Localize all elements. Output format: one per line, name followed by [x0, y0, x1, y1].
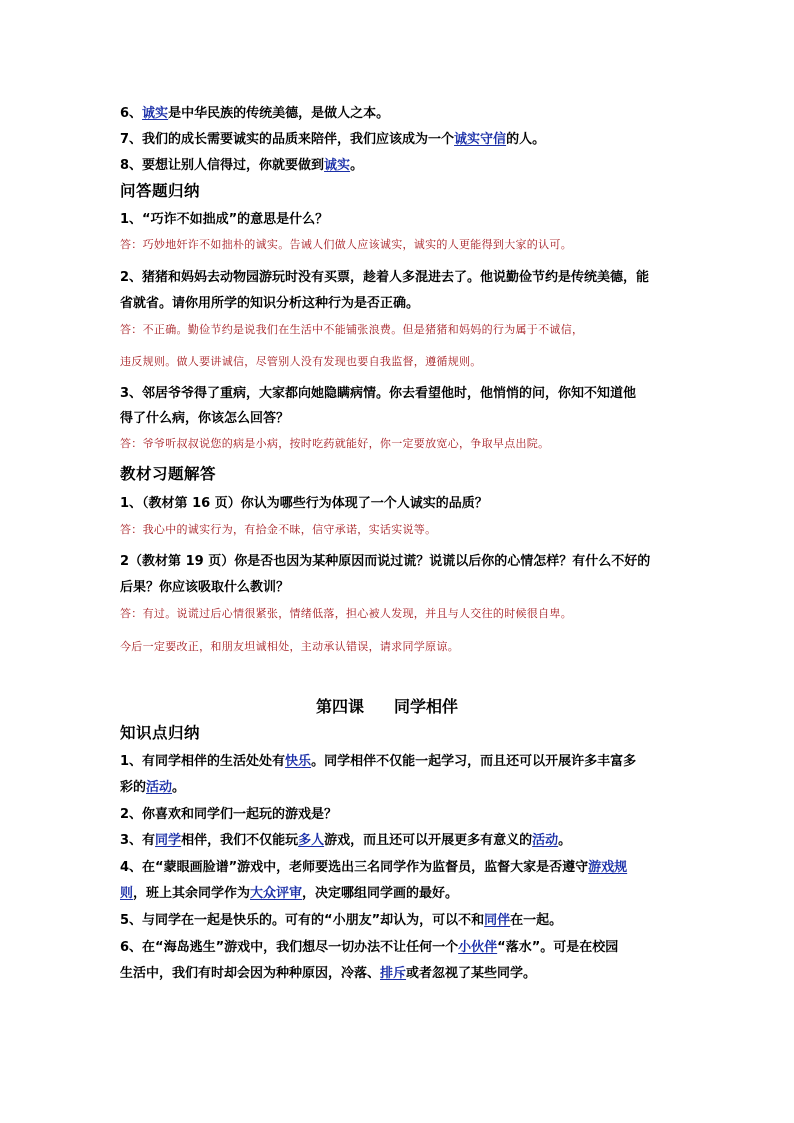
lesson-point-4 — [120, 860, 627, 876]
point-text: 游戏，而且还可以开展更多有意义的 — [324, 833, 533, 848]
point-text: 是中华民族的传统美德，是做人之本。 — [168, 106, 390, 121]
question-3-line-1: 3、邻居爷爷得了重病，大家都向她隐瞒病情。你去看望他时，他悄悄的问，你知不知道他 — [120, 386, 637, 401]
question-2-line-2: 省就省。请你用所学的知识分析这种行为是否正确。 — [120, 296, 420, 311]
textbook-question-2-line-2: 后果？你应该吸取什么教训？ — [120, 580, 290, 595]
point-text: 3、有 — [120, 833, 156, 848]
point-text: 。 — [558, 833, 572, 848]
point-text: ，决定哪组同学画的最好。 — [302, 886, 459, 901]
point-text: 4、在“蒙眼画脸谱”游戏中，老师要选出三名同学作为监督员，监督大家是否遵守 — [120, 860, 589, 875]
question-2-line-1: 2、猪猪和妈妈去动物园游玩时没有买票，趁着人多混进去了。他说勤俭节约是传统美德，能 — [120, 270, 650, 285]
lesson-point-6-cont — [120, 966, 536, 982]
keyword: 快乐 — [285, 754, 312, 769]
point-7 — [120, 132, 545, 148]
point-text: 。 — [350, 158, 364, 173]
point-text: 5、与同学在一起是快乐的。可有的“小朋友”却认为，可以不和 — [120, 913, 485, 928]
textbook-answer-2-line-1: 答：有过。说谎过后心情很紧张，情绪低落，担心被人发现，并且与人交往的时候很自卑。 — [120, 607, 572, 620]
keyword: 诚实 — [142, 106, 169, 121]
point-6 — [120, 106, 389, 122]
lesson-title — [316, 697, 458, 717]
point-text: 1、有同学相伴的生活处处有 — [120, 754, 286, 769]
textbook-heading: 教材习题解答 — [120, 465, 217, 483]
point-text: 或者忽视了某些同学。 — [406, 966, 537, 981]
keyword: 诚实 — [324, 158, 351, 173]
keyword: 同伴 — [484, 913, 511, 928]
keyword: 同学 — [155, 833, 182, 848]
lesson-point-4-cont — [120, 886, 458, 902]
keyword: 小伙伴 — [458, 940, 498, 955]
textbook-question-2-line-1: 2（教材第 19 页）你是否也因为某种原因而说过谎？说谎以后你的心情怎样？有什么不好的 — [120, 554, 651, 569]
point-text: 6、在“海岛逃生”游戏中，我们想尽一切办法不让任何一个 — [120, 940, 459, 955]
answer-2-line-1: 答：不正确。勤俭节约是说我们在生活中不能铺张浪费。但是猪猪和妈妈的行为属于不诚信， — [120, 323, 584, 336]
point-text: 相伴，我们不仅能玩 — [181, 833, 299, 848]
textbook-answer-2-line-2: 今后一定要改正，和朋友坦诚相处，主动承认错误，请求同学原谅。 — [120, 640, 459, 653]
lesson-number: 第四课 — [316, 697, 365, 716]
point-text: ，班上其余同学作为 — [133, 886, 251, 901]
keyword: 活动 — [146, 780, 173, 795]
knowledge-heading: 知识点归纳 — [120, 724, 201, 742]
point-text: 8、要想让别人信得过，你就要做到 — [120, 158, 325, 173]
textbook-question-1: 1、（教材第 16 页）你认为哪些行为体现了一个人诚实的品质？ — [120, 496, 488, 511]
lesson-name: 同学相伴 — [394, 697, 459, 716]
keyword: 游戏规 — [588, 860, 628, 875]
question-1: 1、“巧诈不如拙成”的意思是什么？ — [120, 212, 329, 227]
keyword: 大众评审 — [250, 886, 303, 901]
point-text: 生活中，我们有时却会因为种种原因，冷落、 — [120, 966, 381, 981]
keyword: 诚实守信 — [454, 132, 507, 147]
point-text: 。 — [172, 780, 186, 795]
point-8 — [120, 158, 363, 174]
point-text: 在一起。 — [510, 913, 563, 928]
answer-2-line-2: 违反规则。做人要讲诚信，尽管别人没有发现也要自我监督，遵循规则。 — [120, 355, 482, 368]
lesson-point-2: 2、你喜欢和同学们一起玩的游戏是？ — [120, 807, 338, 822]
keyword: 则 — [120, 886, 134, 901]
point-text: 7、我们的成长需要诚实的品质来陪伴，我们应该成为一个 — [120, 132, 455, 147]
keyword: 多人 — [298, 833, 325, 848]
answer-1: 答：巧妙地奸诈不如拙朴的诚实。告诫人们做人应该诚实，诚实的人更能得到大家的认可。 — [120, 238, 572, 251]
lesson-point-6 — [120, 940, 618, 956]
lesson-point-5 — [120, 913, 562, 929]
keyword: 排斥 — [380, 966, 407, 981]
point-text: 6、 — [120, 106, 143, 121]
lesson-point-1 — [120, 754, 636, 770]
qa-heading: 问答题归纳 — [120, 182, 201, 200]
question-3-line-2: 得了什么病，你该怎么回答？ — [120, 411, 290, 426]
point-text: 彩的 — [120, 780, 147, 795]
point-text: 。同学相伴不仅能一起学习，而且还可以开展许多丰富多 — [311, 754, 637, 769]
point-text: “落水”。可是在校园 — [497, 940, 619, 955]
lesson-point-1-cont — [120, 780, 185, 796]
textbook-answer-1: 答：我心中的诚实行为，有拾金不昧，信守承诺，实话实说等。 — [120, 523, 437, 536]
lesson-point-3 — [120, 833, 571, 849]
keyword: 活动 — [532, 833, 559, 848]
answer-3: 答：爷爷听叔叔说您的病是小病，按时吃药就能好，你一定要放宽心，争取早点出院。 — [120, 437, 550, 450]
point-text: 的人。 — [506, 132, 546, 147]
